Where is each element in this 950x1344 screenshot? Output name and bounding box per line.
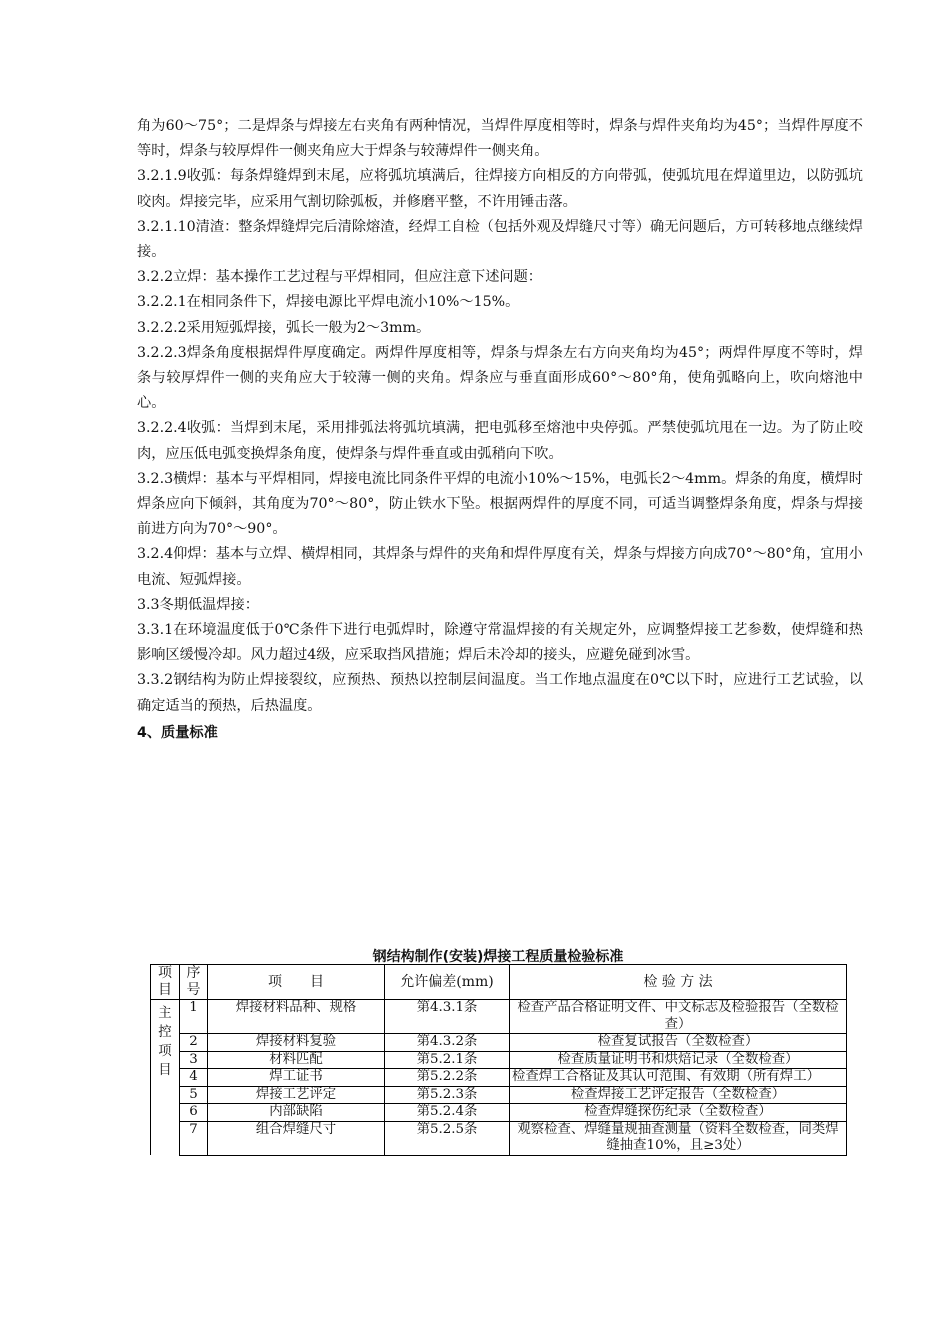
row-number: 5 <box>180 1086 208 1104</box>
row-number: 2 <box>180 1034 208 1052</box>
paragraph: 角为60～75°；二是焊条与焊接左右夹角有两种情况，当焊件厚度相等时，焊条与焊件夹角均为45°；当焊件厚度不等时，焊条与较厚焊件一侧夹角应大于焊条与较薄焊件一侧夹角。 <box>137 118 863 160</box>
paragraph: 3.2.3横焊：基本与平焊相同，焊接电流比同条件平焊的电流小10%～15%，电弧长2～4mm。焊条的角度，横焊时焊条应向下倾斜，其角度为70°～80°，防止铁水下坠。根据两焊件的厚度不同，可适当调整焊条角度，焊条与焊接前进方向为70°～90°。 <box>137 470 863 538</box>
paragraph: 3.2.4仰焊：基本与立焊、横焊相同，其焊条与焊件的夹角和焊件厚度有关，焊条与焊接方向成70°～80°角，宜用小电流、短弧焊接。 <box>137 546 863 588</box>
paragraph: 3.2.2立焊：基本操作工艺过程与平焊相同，但应注意下述问题： <box>137 269 542 286</box>
header-method: 检 验 方 法 <box>510 965 847 1000</box>
table-row <box>151 1051 847 1069</box>
row-method: 检查焊工合格证及其认可范围、有效期（所有焊工） <box>510 1069 847 1087</box>
row-tolerance: 第5.2.3条 <box>385 1086 510 1104</box>
paragraph: 3.2.2.2采用短弧焊接，弧长一般为2～3mm。 <box>137 319 431 336</box>
header-number: 序号 <box>180 965 208 1000</box>
paragraph: 3.3.1在环境温度低于0℃条件下进行电弧焊时，除遵守常温焊接的有关规定外，应调整焊接工艺参数，使焊缝和热影响区缓慢冷却。风力超过4级，应采取挡风措施；焊后未冷却的接头，应避免碰到冰雪。 <box>137 622 863 664</box>
row-method: 观察检查、焊缝量规抽查测量（资料全数检查，同类焊缝抽查10%，且≥3处） <box>510 1121 847 1155</box>
table-row <box>151 1121 847 1155</box>
row-number: 6 <box>180 1104 208 1122</box>
row-method: 检查焊接工艺评定报告（全数检查） <box>510 1086 847 1104</box>
table-row <box>151 1104 847 1122</box>
table-row <box>151 1000 847 1034</box>
paragraph: 3.3.2钢结构为防止焊接裂纹，应预热、预热以控制层间温度。当工作地点温度在0℃以下时，应进行工艺试验，以确定适当的预热，后热温度。 <box>137 672 864 714</box>
row-method: 检查质量证明书和烘焙记录（全数检查） <box>510 1051 847 1069</box>
row-item: 材料匹配 <box>208 1051 385 1069</box>
section-heading: 4、质量标准 <box>137 724 218 741</box>
row-item: 组合焊缝尺寸 <box>208 1121 385 1155</box>
paragraph: 3.2.2.3焊条角度根据焊件厚度确定。两焊件厚度相等，焊条与焊条左右方向夹角均为45°；两焊件厚度不等时，焊条与较厚焊件一侧的夹角应大于较薄一侧的夹角。焊条应与垂直面形成60°～80°角，使角弧略向上，吹向熔池中心。 <box>137 344 863 412</box>
paragraph: 3.2.1.9收弧：每条焊缝焊到末尾，应将弧坑填满后，往焊接方向相反的方向带弧，使弧坑甩在焊道里边，以防弧坑咬肉。焊接完毕，应采用气割切除弧板，并修磨平整，不许用锤击落。 <box>137 168 863 210</box>
quality-standard-table <box>150 964 847 1156</box>
category-cell: 主控项目 <box>151 1000 180 1156</box>
row-tolerance: 第5.2.1条 <box>385 1051 510 1069</box>
row-method: 检查复试报告（全数检查） <box>510 1034 847 1052</box>
table-row <box>151 1069 847 1087</box>
row-tolerance: 第5.2.2条 <box>385 1069 510 1087</box>
body-text <box>137 114 863 746</box>
row-item: 焊接材料复验 <box>208 1034 385 1052</box>
table-row <box>151 1086 847 1104</box>
header-category: 项目 <box>151 965 180 1000</box>
row-tolerance: 第4.3.1条 <box>385 1000 510 1034</box>
row-number: 3 <box>180 1051 208 1069</box>
header-item: 项 目 <box>208 965 385 1000</box>
row-method: 检查焊缝探伤纪录（全数检查） <box>510 1104 847 1122</box>
paragraph: 3.2.2.4收弧：当焊到末尾，采用排弧法将弧坑填满，把电弧移至熔池中央停弧。严禁使弧坑甩在一边。为了防止咬肉，应压低电弧变换焊条角度，使焊条与焊件垂直或由弧稍向下吹。 <box>137 420 863 462</box>
paragraph: 3.2.1.10清渣：整条焊缝焊完后清除熔渣，经焊工自检（包括外观及焊缝尺寸等）确无问题后，方可转移地点继续焊接。 <box>137 218 863 261</box>
paragraph: 3.2.2.1在相同条件下，焊接电源比平焊电流小10%～15%。 <box>137 294 520 311</box>
row-tolerance: 第5.2.4条 <box>385 1104 510 1122</box>
row-item: 焊接材料品种、规格 <box>208 1000 385 1034</box>
row-tolerance: 第5.2.5条 <box>385 1121 510 1155</box>
row-item: 内部缺陷 <box>208 1104 385 1122</box>
row-item: 焊接工艺评定 <box>208 1086 385 1104</box>
table-header-row <box>151 965 847 1000</box>
table-title: 钢结构制作(安装)焊接工程质量检验标准 <box>372 949 624 965</box>
row-number: 1 <box>180 1000 208 1034</box>
paragraph: 3.3冬期低温焊接： <box>137 596 259 613</box>
row-number: 7 <box>180 1121 208 1155</box>
row-method: 检查产品合格证明文件、中文标志及检验报告（全数检查） <box>510 1000 847 1034</box>
header-tolerance: 允许偏差(mm) <box>385 965 510 1000</box>
row-number: 4 <box>180 1069 208 1087</box>
row-tolerance: 第4.3.2条 <box>385 1034 510 1052</box>
table-row <box>151 1034 847 1052</box>
row-item: 焊工证书 <box>208 1069 385 1087</box>
